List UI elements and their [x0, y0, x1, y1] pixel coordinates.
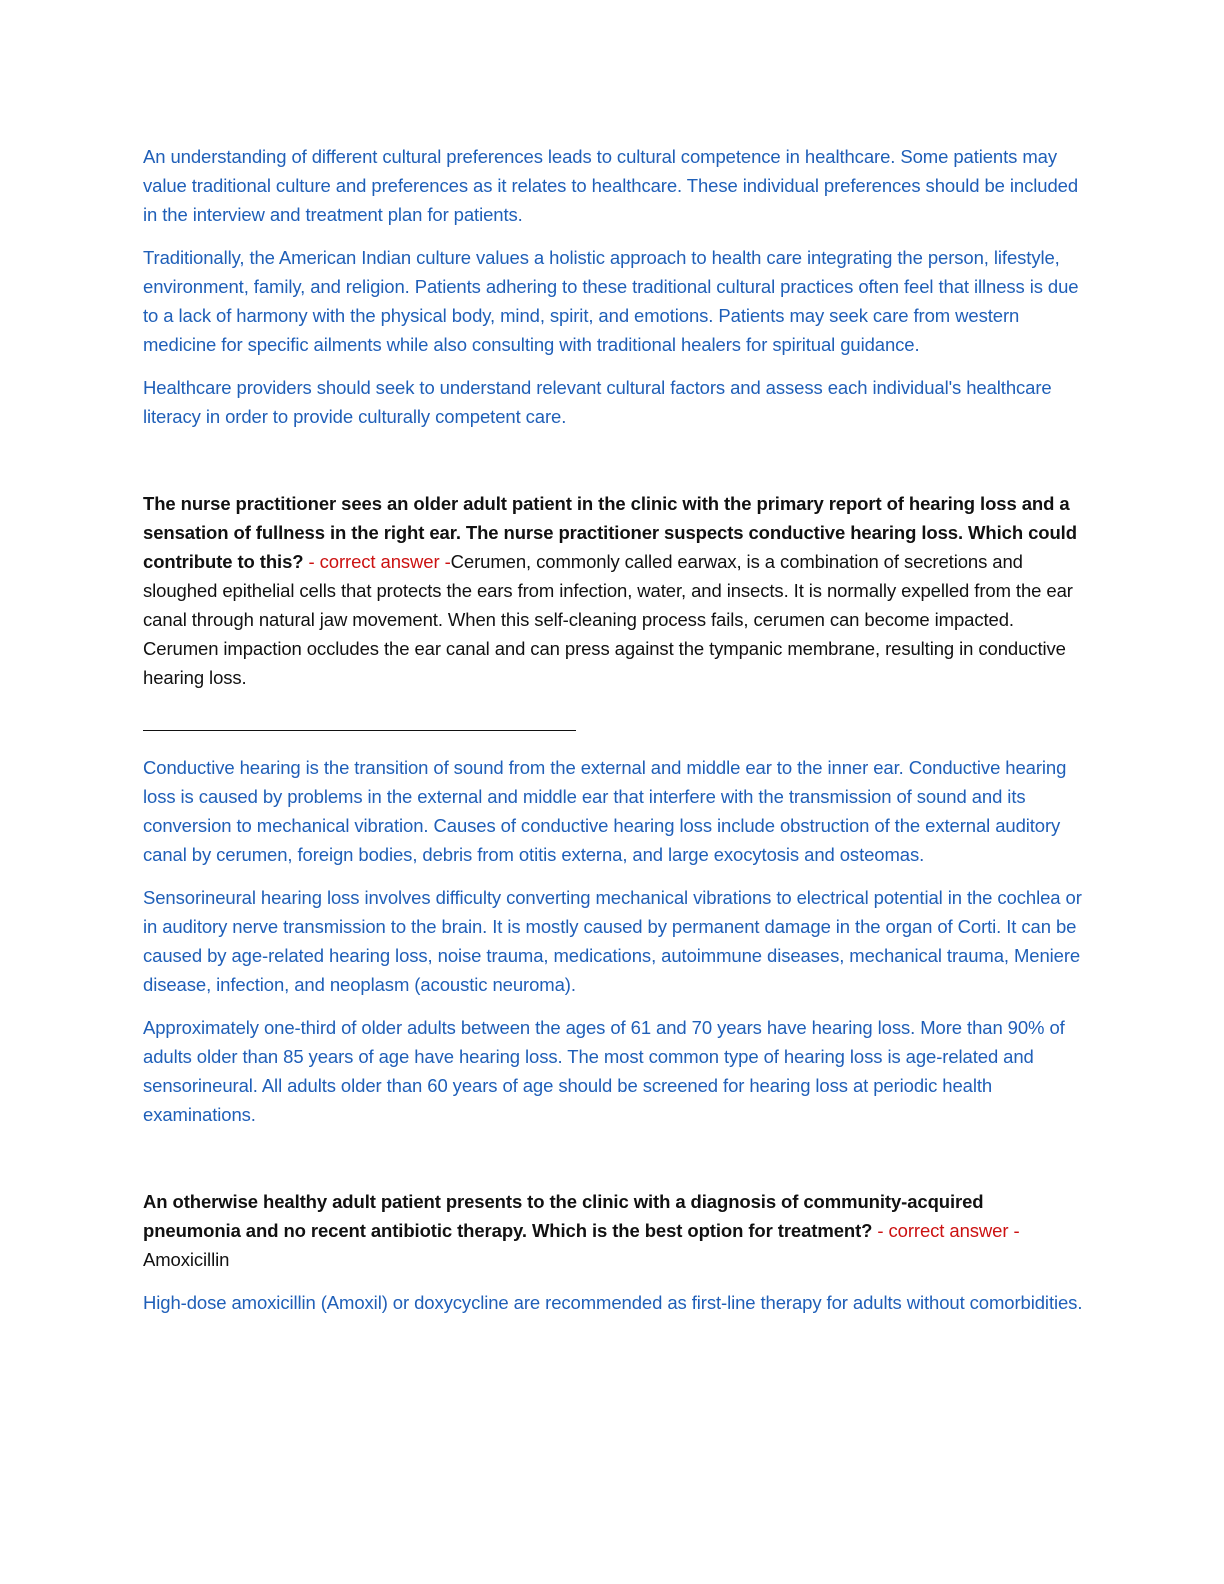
document-page [143, 142, 1083, 1317]
correct-answer-marker: - correct answer - [872, 1220, 1020, 1241]
explanation-paragraph: Sensorineural hearing loss involves difficulty converting mechanical vibrations to electrical potential in the cochlea or in auditory nerve transmission to the brain. It is mostly caused by permanent damage in the organ of Corti. It can be caused by age-related hearing loss, noise trauma, medications, autoimmune diseases, mechanical trauma, Meniere disease, infection, and neoplasm (acoustic neuroma). [143, 887, 1082, 995]
question-1-block [143, 489, 1083, 692]
correct-answer-marker: - correct answer - [303, 551, 451, 572]
answer-1-text: Cerumen, commonly called earwax, is a combination of secretions and sloughed epithelial cells that protects the ears from infection, water, and insects. It is normally expelled from the ear canal through natural jaw movement. When this self-cleaning process fails, cerumen can become impacted. Cerumen impaction occludes the ear canal and can press against the tympanic membrane, resulting in conductive hearing loss. [143, 551, 1073, 688]
intro-paragraph-2: Traditionally, the American Indian culture values a holistic approach to health care integrating the person, lifestyle, environment, family, and religion. Patients adhering to these traditional cultural practices often feel that illness is due to a lack of harmony with the physical body, mind, spirit, and emotions. Patients may seek care from western medicine for specific ailments while also consulting with traditional healers for spiritual guidance. [143, 247, 1079, 355]
intro-paragraph-3: Healthcare providers should seek to understand relevant cultural factors and assess each individual's healthcare literacy in order to provide culturally competent care. [143, 377, 1052, 427]
section-divider [143, 730, 576, 731]
explanation-paragraph: Conductive hearing is the transition of sound from the external and middle ear to the inner ear. Conductive hearing loss is caused by problems in the external and middle ear that interfere with the transmission of sound and its conversion to mechanical vibration. Causes of conductive hearing loss include obstruction of the external auditory canal by cerumen, foreign bodies, debris from otitis externa, and large exocytosis and osteomas. [143, 757, 1067, 865]
question-1-text: The nurse practitioner sees an older adult patient in the clinic with the primary report of hearing loss and a sensation of fullness in the right ear. The nurse practitioner suspects conductive hearing loss. Which could contribute to this? [143, 493, 1077, 572]
explanation-paragraph: High-dose amoxicillin (Amoxil) or doxycycline are recommended as first-line therapy for adults without comorbidities. [143, 1292, 1083, 1313]
explanation-paragraph: Approximately one-third of older adults between the ages of 61 and 70 years have hearing loss. More than 90% of adults older than 85 years of age have hearing loss. The most common type of hearing loss is age-related and sensorineural. All adults older than 60 years of age should be screened for hearing loss at periodic health examinations. [143, 1017, 1065, 1125]
question-2-text: An otherwise healthy adult patient presents to the clinic with a diagnosis of community-acquired pneumonia and no recent antibiotic therapy. Which is the best option for treatment? [143, 1191, 984, 1241]
answer-2-text: Amoxicillin [143, 1249, 230, 1270]
question-2-block [143, 1187, 1083, 1274]
intro-paragraph-1: An understanding of different cultural preferences leads to cultural competence in healthcare. Some patients may value traditional culture and preferences as it relates to healthcare. These individual preferences should be included in the interview and treatment plan for patients. [143, 146, 1079, 225]
